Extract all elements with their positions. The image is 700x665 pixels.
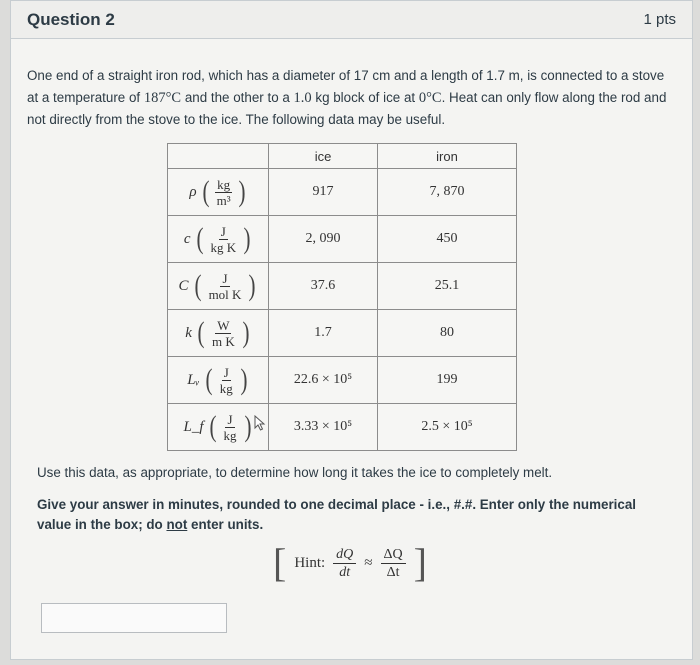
unit-numerator: J bbox=[227, 411, 233, 427]
table-header-iron: iron bbox=[378, 144, 517, 169]
unit-numerator: J bbox=[223, 364, 229, 380]
hint-label: Hint: bbox=[294, 554, 326, 571]
instruction-emphasis: not bbox=[166, 517, 188, 532]
property-symbol: C bbox=[178, 277, 189, 294]
property-symbol: Lᵥ bbox=[187, 371, 200, 388]
unit-denominator: kg bbox=[223, 427, 237, 443]
stem-text-1: One end of a straight iron rod, which has a diameter of 17 cm and a length of 1.7 m, is connected to a stove at a temperature of bbox=[27, 68, 665, 105]
hint-lhs-numerator: dQ bbox=[333, 546, 356, 564]
table-row bbox=[168, 310, 517, 357]
iron-value: 7, 870 bbox=[378, 169, 517, 216]
unit-denominator: m³ bbox=[216, 192, 231, 208]
mouse-pointer-icon bbox=[254, 415, 268, 431]
hint-lhs-denominator: dt bbox=[339, 564, 351, 580]
table-header-blank bbox=[168, 144, 269, 169]
unit-denominator: m K bbox=[211, 333, 235, 349]
table-row bbox=[168, 404, 517, 451]
iron-value: 80 bbox=[378, 310, 517, 357]
table-header-row bbox=[168, 144, 517, 169]
row-label: c ( $\frac{J}{\text{kg K}}$ ) bbox=[168, 216, 269, 263]
instruction-line-2 bbox=[37, 495, 667, 535]
hint-rhs bbox=[381, 546, 406, 581]
ice-value: 2, 090 bbox=[269, 216, 378, 263]
stem-text-3: kg block of ice at bbox=[311, 90, 419, 105]
unit-numerator: W bbox=[217, 317, 230, 333]
property-symbol: k bbox=[185, 324, 192, 341]
stem-text-2: and the other to a bbox=[181, 90, 294, 105]
ice-value: 3.33 × 10⁵ bbox=[269, 404, 378, 451]
question-title: Question 2 bbox=[27, 9, 115, 29]
right-bracket-icon: ] bbox=[413, 540, 427, 585]
instruction-text: Give your answer in minutes, rounded to one decimal place - i.e., #.#. Enter only the numerical value in the box; do bbox=[37, 497, 637, 532]
table-row bbox=[168, 216, 517, 263]
property-symbol: L_f bbox=[183, 418, 204, 435]
unit-denominator: kg K bbox=[210, 239, 237, 255]
table-row bbox=[168, 169, 517, 216]
row-label: C ( $\frac{J}{\text{mol K}}$ ) bbox=[168, 263, 269, 310]
row-label: L_f ( $\frac{J}{kg}$ ) bbox=[168, 404, 269, 451]
row-label: Lᵥ ( $\frac{J}{kg}$ ) bbox=[168, 357, 269, 404]
unit-denominator: kg bbox=[219, 380, 233, 396]
data-table bbox=[167, 143, 517, 451]
row-label: ρ ( $\frac{kg}{\text{m³}}$ ) bbox=[168, 169, 269, 216]
question-header bbox=[11, 1, 692, 39]
ice-value: 1.7 bbox=[269, 310, 378, 357]
ice-value: 37.6 bbox=[269, 263, 378, 310]
table-header-ice: ice bbox=[269, 144, 378, 169]
row-label: k ( $\frac{W}{\text{m K}}$ ) bbox=[168, 310, 269, 357]
property-symbol: ρ bbox=[189, 183, 197, 200]
unit-numerator: kg bbox=[217, 176, 231, 192]
ice-value: 22.6 × 10⁵ bbox=[269, 357, 378, 404]
hint-formula bbox=[273, 540, 427, 585]
property-symbol: c bbox=[183, 230, 191, 247]
instruction-line-1: Use this data, as appropriate, to determine how long it takes the ice to completely melt. bbox=[37, 465, 553, 480]
table-row bbox=[168, 357, 517, 404]
table-row bbox=[168, 263, 517, 310]
ice-temperature: 0°C bbox=[418, 90, 442, 106]
iron-value: 199 bbox=[378, 357, 517, 404]
stove-temperature: 187°C bbox=[143, 90, 182, 106]
question-points: 1 pts bbox=[643, 11, 676, 28]
stem-text-4: . Heat can only flow along the rod and not directly from the stove to the ice. The following data may be useful. bbox=[27, 90, 667, 127]
answer-input[interactable] bbox=[41, 603, 227, 633]
hint-lhs bbox=[333, 546, 356, 581]
instruction-text-end: enter units. bbox=[187, 517, 264, 532]
hint-approx: ≈ bbox=[364, 554, 373, 571]
ice-mass: 1.0 bbox=[293, 90, 312, 106]
unit-denominator: mol K bbox=[208, 286, 242, 302]
ice-value: 917 bbox=[269, 169, 378, 216]
iron-value: 25.1 bbox=[378, 263, 517, 310]
question-card bbox=[10, 0, 693, 660]
iron-value: 2.5 × 10⁵ bbox=[378, 404, 517, 451]
left-bracket-icon: [ bbox=[273, 540, 287, 585]
hint-rhs-denominator: Δt bbox=[386, 564, 400, 580]
hint-rhs-numerator: ΔQ bbox=[381, 546, 406, 564]
question-stem bbox=[27, 65, 667, 131]
unit-numerator: J bbox=[220, 223, 226, 239]
unit-numerator: J bbox=[222, 270, 228, 286]
iron-value: 450 bbox=[378, 216, 517, 263]
